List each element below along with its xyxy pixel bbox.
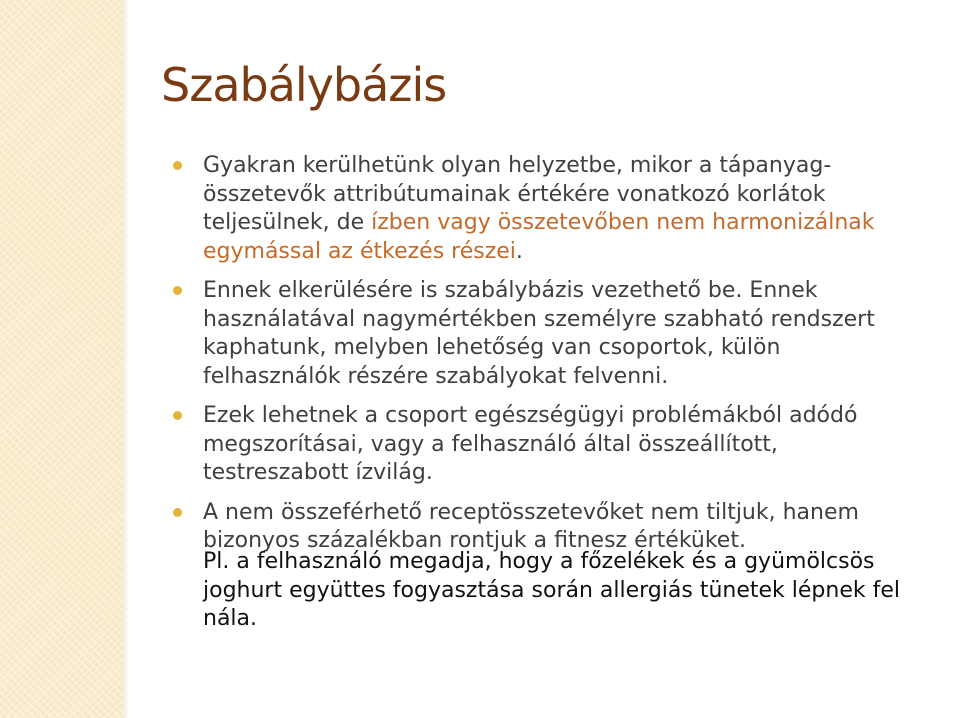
bullet-item: [170, 277, 910, 391]
decorative-side-band: [0, 0, 123, 718]
bullet-text: Ennek elkerülésére is szabálybázis vezethető be. Ennek használatával nagymértékben személyre szabható rendszert kaphatunk, melyben lehetőség van csoportok, külön felhasználók részére szabályokat felvenni.: [203, 278, 875, 389]
bullet-text: Gyakran kerülhetünk olyan helyzetbe, mikor a tápanyag-összetevők attribútumainak értékére vonatkozó korlátok teljesülnek, de: [203, 153, 832, 235]
bullet-text: Ezek lehetnek a csoport egészségügyi problémákból adódó megszorításai, vagy a felhasználó által összeállított, testreszabott ízvilág.: [203, 403, 858, 485]
bullet-dot-icon: [173, 411, 182, 420]
bullet-dot-icon: [173, 161, 182, 170]
bullet-item: [170, 499, 910, 556]
bullet-dot-icon: [173, 508, 182, 517]
example-paragraph: Pl. a felhasználó megadja, hogy a főzelékek és a gyümölcsös joghurt együttes fogyasztása során allergiás tünetek lépnek fel nála.: [203, 549, 900, 631]
side-band-shadow: [123, 0, 129, 718]
bullet-item: [170, 402, 910, 488]
slide-title: Szabálybázis: [161, 58, 447, 112]
bullet-item: [170, 152, 910, 266]
bullet-text-end: .: [515, 238, 523, 264]
bullet-list: [170, 152, 910, 567]
bullet-text: A nem összeférhető receptösszetevőket nem tiltjuk, hanem bizonyos százalékban rontjuk a fitnesz értéküket.: [203, 499, 859, 553]
highlighted-phrase: ízben vagy összetevőben nem harmonizálnak egymással az étkezés részei: [203, 210, 875, 264]
bullet-dot-icon: [173, 286, 182, 295]
